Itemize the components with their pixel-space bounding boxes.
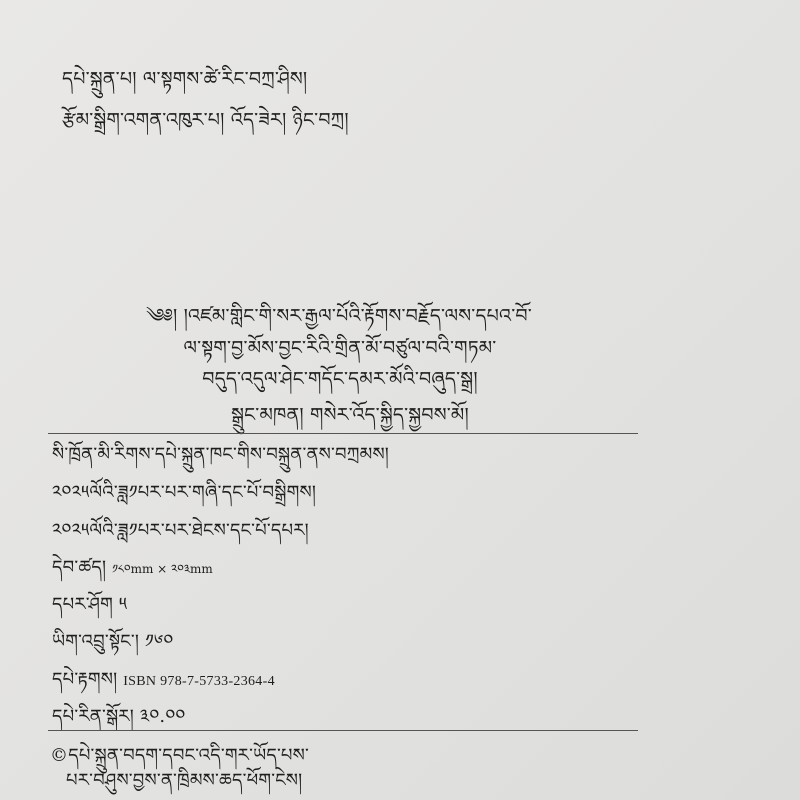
pages-line — [52, 629, 173, 655]
copyright-line-1: ©དཔེ་སྐྲུན་བདག་དབང་འདི་གར་ཡོད་པས་ — [50, 745, 310, 766]
divider-bottom — [48, 730, 638, 731]
sheets-value: ༥ — [118, 594, 128, 615]
size-label: དེབ་ཚད། — [52, 557, 107, 578]
sheets-line — [52, 592, 127, 618]
isbn-label: དཔེ་རྟགས། — [52, 669, 118, 690]
book-title-line-2: ལ་སྟག་བྱ་མོས་བྱང་རིའི་གྲིན་མོ་བཙུལ་བའི་གཏམ་ — [183, 337, 497, 359]
divider-top — [48, 433, 638, 434]
publisher-person-line: དཔེ་སྐྲུན་པ། ལ་སྟགས་ཚེ་རིང་བཀྲ་ཤིས། — [62, 68, 308, 90]
book-title-line-3: བདུད་འདུལ་ཤེང་གདོང་དམར་མོའི་བཞུད་སྒྲ། — [202, 368, 478, 390]
author-line: སྒྲུང་མཁན། གསེར་འོད་སྐྱིད་སྐྱབས་མོ། — [231, 404, 469, 426]
pages-value: ༡༦༠ — [144, 631, 174, 652]
editor-line: རྩོམ་སྒྲིག་འགན་འཁུར་པ། འོད་ཟེར། ཉིང་བཀྲ། — [62, 109, 349, 131]
isbn-line — [52, 667, 275, 695]
book-title-line-1: ༄༅། །འཛམ་གླིང་གི་སར་རྒྱལ་པོའི་རྟོགས་བརྗོད་ལས་དཔའ་བོ་ — [145, 305, 532, 327]
pages-label: ཡིག་འབྲུ་སྟོང་། — [52, 631, 140, 652]
size-line — [52, 555, 213, 582]
copyright-line-2: པར་བཤུས་བྱས་ན་ཁྲིམས་ཆད་ཕོག་ངེས། — [66, 770, 303, 791]
sheets-label: དཔར་ཤོག — [52, 594, 113, 615]
price-line — [52, 704, 185, 730]
price-label: དཔེ་རིན་སྒོར། — [52, 706, 134, 727]
isbn-value: ISBN 978-7-5733-2364-4 — [123, 674, 275, 689]
printing-line: ༢༠༢༥ལོའི་ཟླ༡པར་པར་ཐེངས་དང་པོ་དཔར། — [52, 520, 309, 541]
price-value: ༣༠.༠༠ — [139, 706, 186, 727]
size-value: ༡༨༠mm × ༢༠༣mm — [112, 562, 213, 576]
publisher-line: སི་ཁྲོན་མི་རིགས་དཔེ་སྐྲུན་ཁང་གིས་བསྐྲུན་ནས་བཀྲམས། — [52, 444, 389, 465]
edition-line: ༢༠༢༥ལོའི་ཟླ༡པར་པར་གཞི་དང་པོ་བསྒྲིགས། — [52, 482, 317, 503]
